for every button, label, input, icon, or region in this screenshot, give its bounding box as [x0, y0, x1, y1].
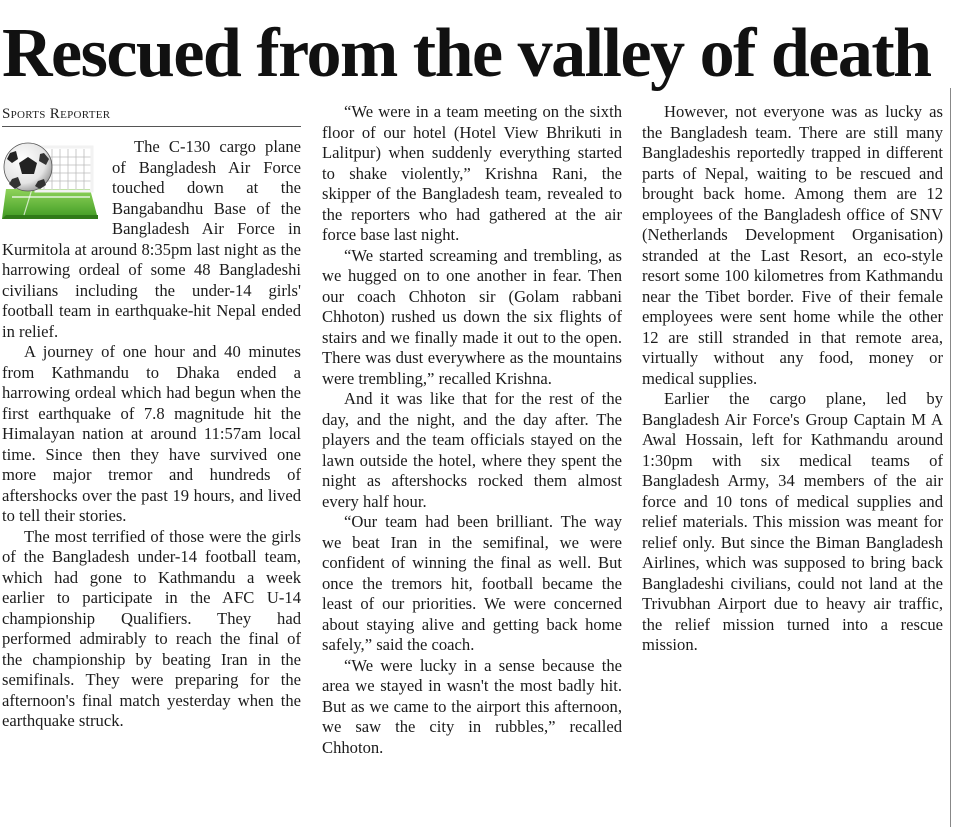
column-rule: [950, 88, 951, 827]
football-goal-icon: [2, 137, 100, 223]
article-column-2: [322, 102, 622, 758]
paragraph: “We were in a team meeting on the sixth floor of our hotel (Hotel View Bhrikuti in Lalitpur) when suddenly everything started to shake violently,” Krishna Rani, the skipper of the Bangladesh team, revealed to the reporters who had gathered at the air force base last night.: [322, 102, 622, 244]
paragraph: A journey of one hour and 40 minutes from Kathmandu to Dhaka ended a harrowing ordeal which had begun when the first earthquake of 7.8 magnitude hit the Himalayan nation at around 11:57am local time. Since then they have survived one more major tremor and hundreds of aftershocks over the past 19 hours, and lived to tell their stories.: [2, 342, 301, 525]
article-column-3: [642, 102, 943, 656]
paragraph: The C-130 cargo plane of Bangladesh Air Force touched down at the Bangabandhu Base of the Bangladesh Air Force in Kurmitola at around 8:35pm last night as the harrowing ordeal of some 48 Bangladeshi civilians including the under-14 girls' football team in earthquake-hit Nepal ended in relief.: [2, 137, 301, 341]
paragraph: “Our team had been brilliant. The way we beat Iran in the semifinal, we were confident of winning the final as well. But once the tremors hit, football became the least of our priorities. We were concerned about staying alive and getting back home safely,” said the coach.: [322, 512, 622, 654]
article-column-1: [2, 104, 301, 732]
paragraph: The most terrified of those were the girls of the Bangladesh under-14 football team, which had gone to Kathmandu a week earlier to participate in the AFC U-14 championship Qualifiers. They had performed admirably to reach the final of the championship by beating Iran in the semifinals. They were preparing for the afternoon's final match yesterday when the earthquake struck.: [2, 526, 301, 730]
paragraph: “We were lucky in a sense because the area we stayed in wasn't the most badly hit. But as we came to the airport this afternoon, we saw the city in rubbles,” recalled Chhoton.: [322, 655, 622, 757]
paragraph: Earlier the cargo plane, led by Bangladesh Air Force's Group Captain M A Awal Hossain, left for Kathmandu around 1:30pm with six medical teams of Bangladesh Army, 34 members of the air force and 10 tons of medical supplies and relief materials. This mission was meant for relief only. But since the Biman Bangladesh Airlines, which was supposed to bring back Bangladeshi civilians, could not land at the Trivubhan Airport due to heavy air traffic, the relief mission turned into a rescue mission.: [642, 389, 943, 654]
paragraph: “We started screaming and trembling, as we hugged on to one another in fear. Then our coach Chhoton sir (Golam rabbani Chhoton) rushed us down the six flights of stairs and we finally made it out to the open. There was dust everywhere as the mountains were trembling,” recalled Krishna.: [322, 245, 622, 388]
headline: Rescued from the valley of death: [2, 15, 931, 92]
paragraph: However, not everyone was as lucky as the Bangladesh team. There are still many Bangladeshis reportedly trapped in different parts of Nepal, waiting to be rescued and brought back home. Among them are 12 employees of the Bangladesh office of SNV (Netherlands Development Organisation) stranded at the Last Resort, an eco-style resort some 100 kilometres from Kathmandu near the Tibet border. Five of their female employees were sent home while the other 12 are still stranded in that remote area, virtually without any food, money or medical supplies.: [642, 102, 943, 388]
byline: Sports Reporter: [2, 104, 301, 127]
paragraph: And it was like that for the rest of the day, and the night, and the day after. The players and the team officials stayed on the lawn outside the hotel, where they spent the night as aftershocks rocked them almost every half hour.: [322, 389, 622, 511]
